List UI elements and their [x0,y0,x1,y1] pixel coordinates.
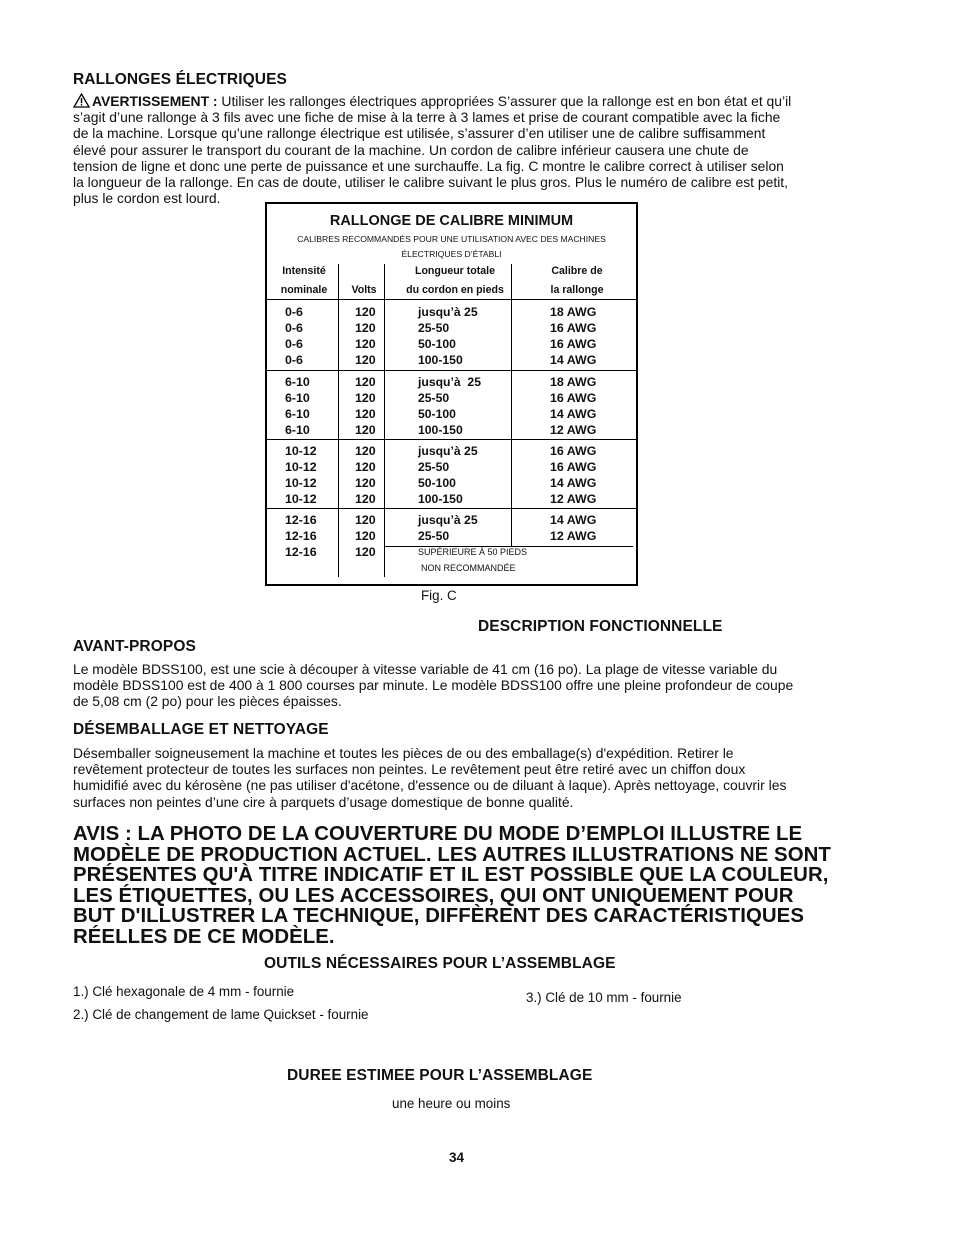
volts-cell: 120 120 120 [355,513,376,560]
text-line: Le modèle BDSS100, est une scie à découper à vitesse variable de 41 cm (16 po). La plage de vitesse variable du [73,661,778,677]
section-heading-tools: OUTILS NÉCESSAIRES POUR L’ASSEMBLAGE [264,955,616,972]
table-title: RALLONGE DE CALIBRE MINIMUM [329,213,574,229]
page-number: 34 [449,1150,465,1165]
not-recommended-note [418,544,527,576]
header-gauge [517,262,637,300]
amperage-cell: 12-16 12-16 12-16 [285,513,317,560]
unpacking-paragraph [73,745,873,810]
text-line: de la machine. Lorsque qu’une rallonge électrique est utilisée, s’assurer d’en utiliser une de calibre suffisamment [73,125,766,142]
text-line: revêtement protecteur de toutes les surfaces non peintes. Le revêtement peut être retiré avec un chiffon doux [73,761,746,778]
text-line: élevé pour assurer le transport du courant de la machine. Un cordon de calibre inférieur causera une chute de [73,141,749,158]
header-amperage [271,262,337,300]
notice-line: LES ÉTIQUETTES, OU LES ACCESSOIRES, QUI ONT UNIQUEMENT POUR [73,884,794,907]
note-line: NON RECOMMANDÉE [421,563,516,573]
text-line: tension de ligne et donc une perte de puissance et une surchauffe. La fig. C montre le calibre correct à utiliser selon [73,157,784,174]
foreword-paragraph [73,661,873,710]
gauge-cell: 18 AWG 16 AWG 16 AWG 14 AWG [550,305,597,368]
text-line: modèle BDSS100 est de 400 à 1 800 courses par minute. Le modèle BDSS100 offre une pleine profondeur de coupe [73,677,794,694]
notice-line: RÉELLES DE CE MODÈLE. [73,925,335,948]
figure-caption: Fig. C [421,588,457,603]
notice-line: PRÉSENTES QU'À TITRE INDICATIF ET IL EST POSSIBLE QUE LA COULEUR, [73,864,829,887]
text-line: la longueur de la rallonge. En cas de doute, utiliser le calibre suivant le plus gros. Plus le numéro de calibre est petit, [73,174,789,191]
header-volts: Volts [351,284,377,296]
text-line: Utiliser les rallonges électriques appropriées S’assurer que la rallonge est en bon état et qu’il [217,93,792,109]
section-heading-extension-cords: RALLONGES ÉLECTRIQUES [73,71,287,88]
section-heading-functional-description: DESCRIPTION FONCTIONNELLE [478,618,723,635]
gauge-cell: 16 AWG 16 AWG 14 AWG 12 AWG [550,444,597,507]
tool-item: 1.) Clé hexagonale de 4 mm - fournie [73,984,295,999]
column-divider [511,264,512,547]
warning-triangle-icon [73,93,90,108]
extension-cords-paragraph [73,93,873,206]
notice-line: BUT D'ILLUSTRER LA TECHNIQUE, DIFFÈRENT DES CARACTÉRISTIQUES [73,905,804,928]
row-divider [267,439,636,440]
section-heading-unpacking: DÉSEMBALLAGE ET NETTOYAGE [73,721,329,738]
amperage-cell: 6-10 6-10 6-10 6-10 [285,375,310,438]
volts-cell: 120 120 120 120 [355,444,376,507]
text-line: humidifié avec du kérosène (ne pas utiliser d'acétone, d'essence ou de diluant à laque). Après nettoyage, couvrir les [73,777,787,794]
note-line: SUPÉRIEURE À 50 PIEDS [418,547,528,557]
row-divider [267,370,636,371]
assembly-time-value: une heure ou moins [392,1096,511,1111]
length-cell: jusqu’à 25 25-50 50-100 100-150 [418,305,478,368]
amperage-cell: 10-12 10-12 10-12 10-12 [285,444,317,507]
table-subtitle-line: CALIBRES RECOMMANDÉS POUR UNE UTILISATION AVEC DES MACHINES [297,234,606,244]
tool-item: 3.) Clé de 10 mm - fournie [526,990,682,1005]
column-divider [338,264,339,577]
column-divider [384,264,385,577]
warning-label: AVERTISSEMENT : [92,93,218,109]
gauge-cell: 14 AWG 12 AWG [550,513,597,544]
notice-line: AVIS : LA PHOTO DE LA COUVERTURE DU MODE D’EMPLOI ILLUSTRE LE [73,823,803,845]
volts-cell: 120 120 120 120 [355,305,376,368]
length-cell: jusqu’à 25 25-50 [418,513,478,544]
header-line: la rallonge [550,284,604,296]
text-line: Désemballer soigneusement la machine et toutes les pièces de ou des emballage(s) d'expédition. Retirer le [73,745,734,761]
header-line: Longueur totale [414,265,496,277]
table-subtitle-line: ÉLECTRIQUES D’ÉTABLI [401,249,502,259]
notice-line: MODÈLE DE PRODUCTION ACTUEL. LES AUTRES ILLUSTRATIONS NE SONT [73,843,831,866]
section-heading-foreword: AVANT-PROPOS [73,638,196,655]
amperage-cell: 0-6 0-6 0-6 0-6 [285,305,303,368]
text-line: de 5,08 cm (2 po) pour les pièces épaisses. [73,693,342,710]
volts-cell: 120 120 120 120 [355,375,376,438]
length-cell: jusqu’à 25 25-50 50-100 100-150 [418,444,478,507]
extension-cord-gauge-table [265,202,638,586]
notice-block [73,824,873,948]
row-divider [267,299,636,300]
table-subtitle [267,232,636,262]
gauge-cell: 18 AWG 16 AWG 14 AWG 12 AWG [550,375,597,438]
text-line: surfaces non peintes d’une cire à parquets d’usage domestique de bonne qualité. [73,793,574,810]
row-divider [267,508,636,509]
header-line: Calibre de [551,265,603,277]
text-line: plus le cordon est lourd. [73,190,221,207]
text-line: s’agit d’une rallonge à 3 fils avec une fiche de mise à la terre à 3 lames et prise de courant compatible avec la fiche [73,109,781,126]
tool-item: 2.) Clé de changement de lame Quickset - fournie [73,1007,369,1022]
header-line: du cordon en pieds [406,284,504,296]
header-line: Intensité [282,265,326,277]
header-cord-length [387,262,523,300]
section-heading-assembly-time: DUREE ESTIMEE POUR L’ASSEMBLAGE [287,1067,593,1084]
header-line: nominale [280,284,328,296]
length-cell: jusqu’à 25 25-50 50-100 100-150 [418,375,481,438]
